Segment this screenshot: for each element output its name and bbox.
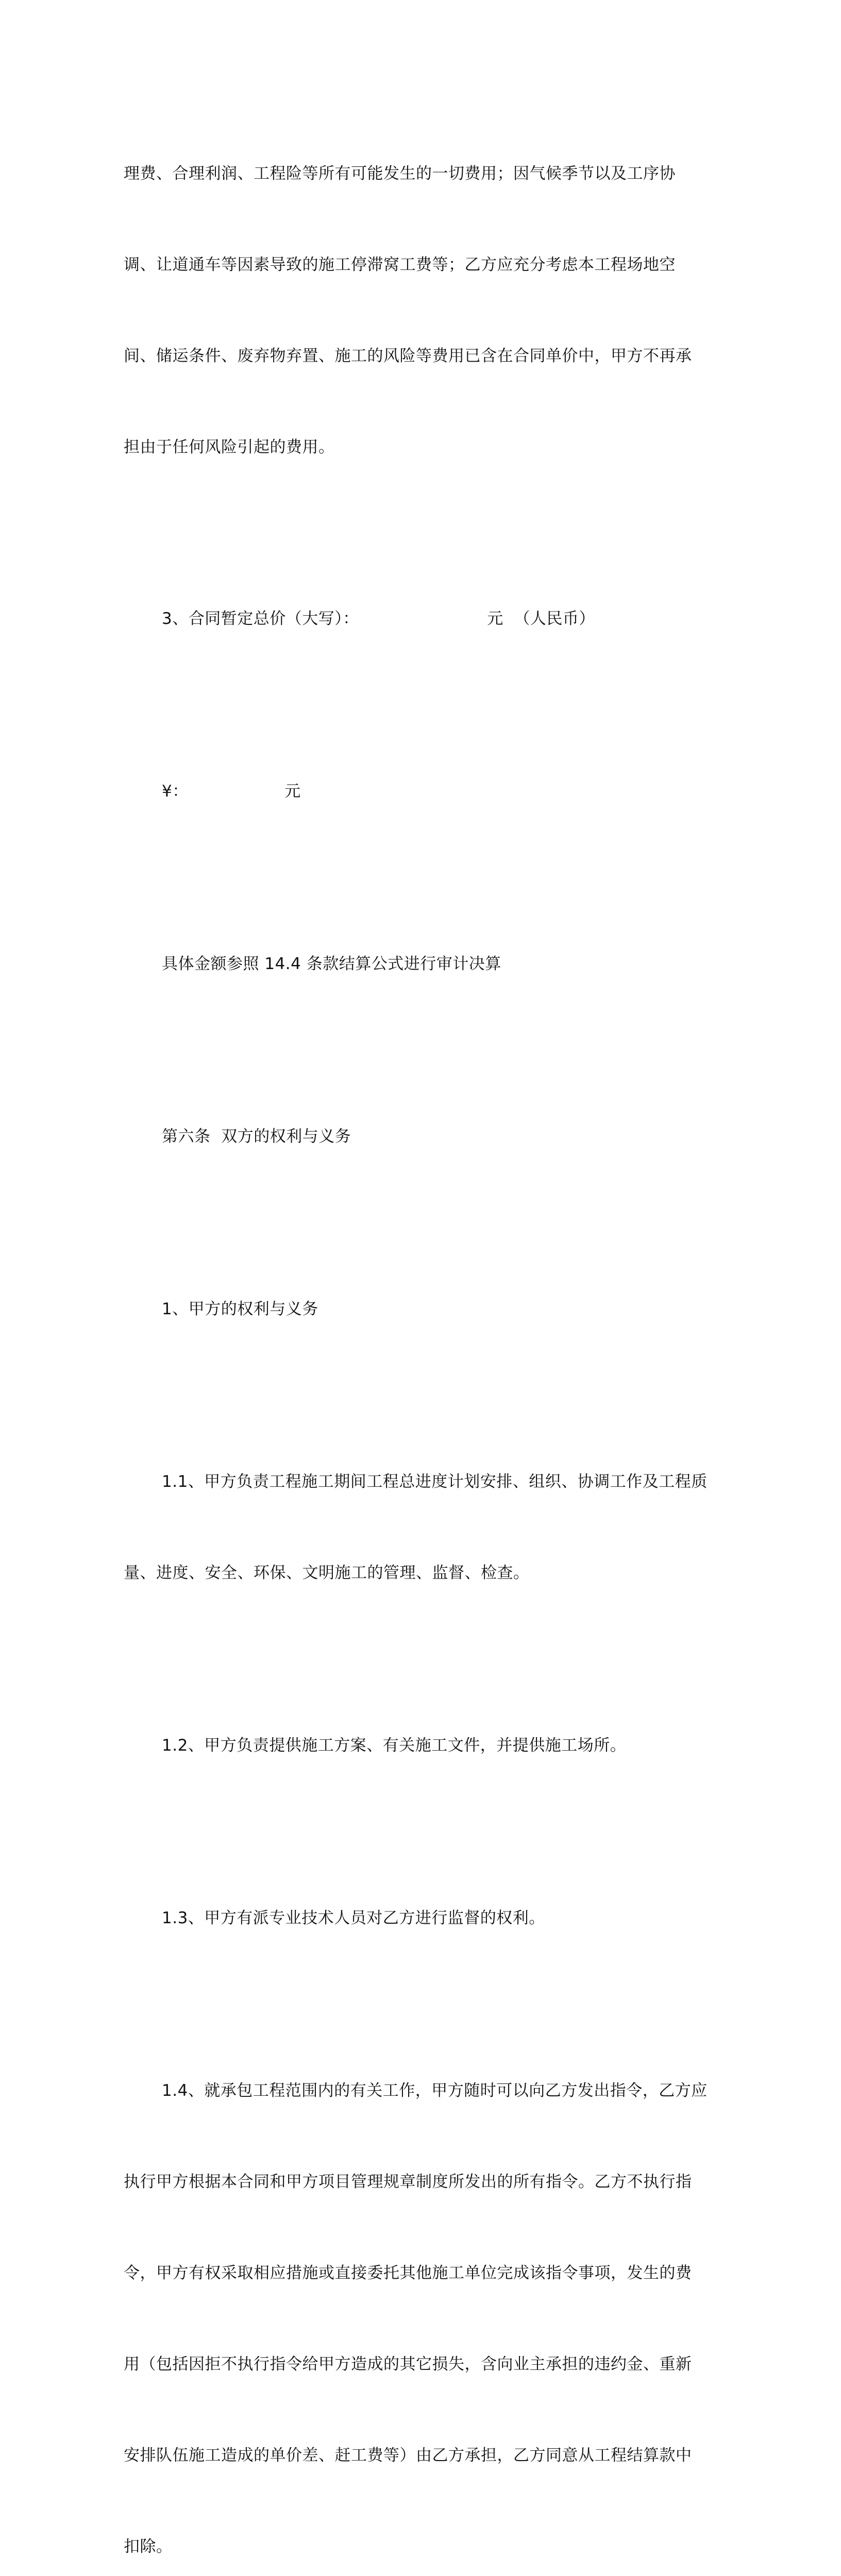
paragraph-settlement-reference bbox=[124, 888, 716, 1040]
text-line: 用（包括因拒不执行指令给甲方造成的其它损失，含向业主承担的违约金、重新 bbox=[124, 2355, 692, 2374]
text-line: 安排队伍施工造成的单价差、赶工费等）由乙方承担，乙方同意从工程结算款中 bbox=[124, 2446, 692, 2465]
paragraph-cost-scope bbox=[124, 98, 716, 523]
article-six-heading bbox=[124, 1061, 716, 1213]
text-line: 1.2、甲方负责提供施工方案、有关施工文件，并提供施工场所。 bbox=[162, 1736, 627, 1755]
text-line: 1.3、甲方有派专业技术人员对乙方进行监督的权利。 bbox=[162, 1909, 545, 1927]
text-line: 1.1、甲方负责工程施工期间工程总进度计划安排、组织、协调工作及工程质 bbox=[162, 1472, 708, 1491]
text-line: 扣除。 bbox=[124, 2537, 173, 2556]
text-line: 1、甲方的权利与义务 bbox=[162, 1300, 318, 1318]
text-line: 令，甲方有权采取相应措施或直接委托其他施工单位完成该指令事项，发生的费 bbox=[124, 2264, 692, 2282]
paragraph-total-price-words bbox=[124, 543, 716, 695]
paragraph-total-price-yuan bbox=[124, 716, 716, 868]
section-party-a-heading bbox=[124, 1233, 716, 1385]
clause-1-2 bbox=[124, 1670, 716, 1822]
clause-1-1 bbox=[124, 1406, 716, 1649]
text-line: 间、储运条件、废弃物弃置、施工的风险等费用已含在合同单价中，甲方不再承 bbox=[124, 347, 692, 365]
text-line: 执行甲方根据本合同和甲方项目管理规章制度所发出的所有指令。乙方不执行指 bbox=[124, 2173, 692, 2191]
text-line: 具体金额参照 14.4 条款结算公式进行审计决算 bbox=[162, 955, 501, 973]
text-line: 第六条 双方的权利与义务 bbox=[162, 1127, 351, 1146]
text-line: 1.4、就承包工程范围内的有关工作，甲方随时可以向乙方发出指令，乙方应 bbox=[162, 2081, 708, 2100]
text-line: 担由于任何风险引起的费用。 bbox=[124, 438, 335, 456]
text-line: ¥： 元 bbox=[162, 782, 301, 801]
text-line: 理费、合理利润、工程险等所有可能发生的一切费用；因气候季节以及工序协 bbox=[124, 164, 676, 183]
document-page bbox=[124, 98, 716, 2576]
clause-1-3 bbox=[124, 1842, 716, 1994]
text-line: 量、进度、安全、环保、文明施工的管理、监督、检查。 bbox=[124, 1564, 530, 1582]
text-line: 调、让道通车等因素导致的施工停滞窝工费等；乙方应充分考虑本工程场地空 bbox=[124, 256, 676, 274]
text-line: 3、合同暂定总价（大写）： 元 （人民币） bbox=[162, 609, 595, 628]
clause-1-4 bbox=[124, 2015, 716, 2576]
